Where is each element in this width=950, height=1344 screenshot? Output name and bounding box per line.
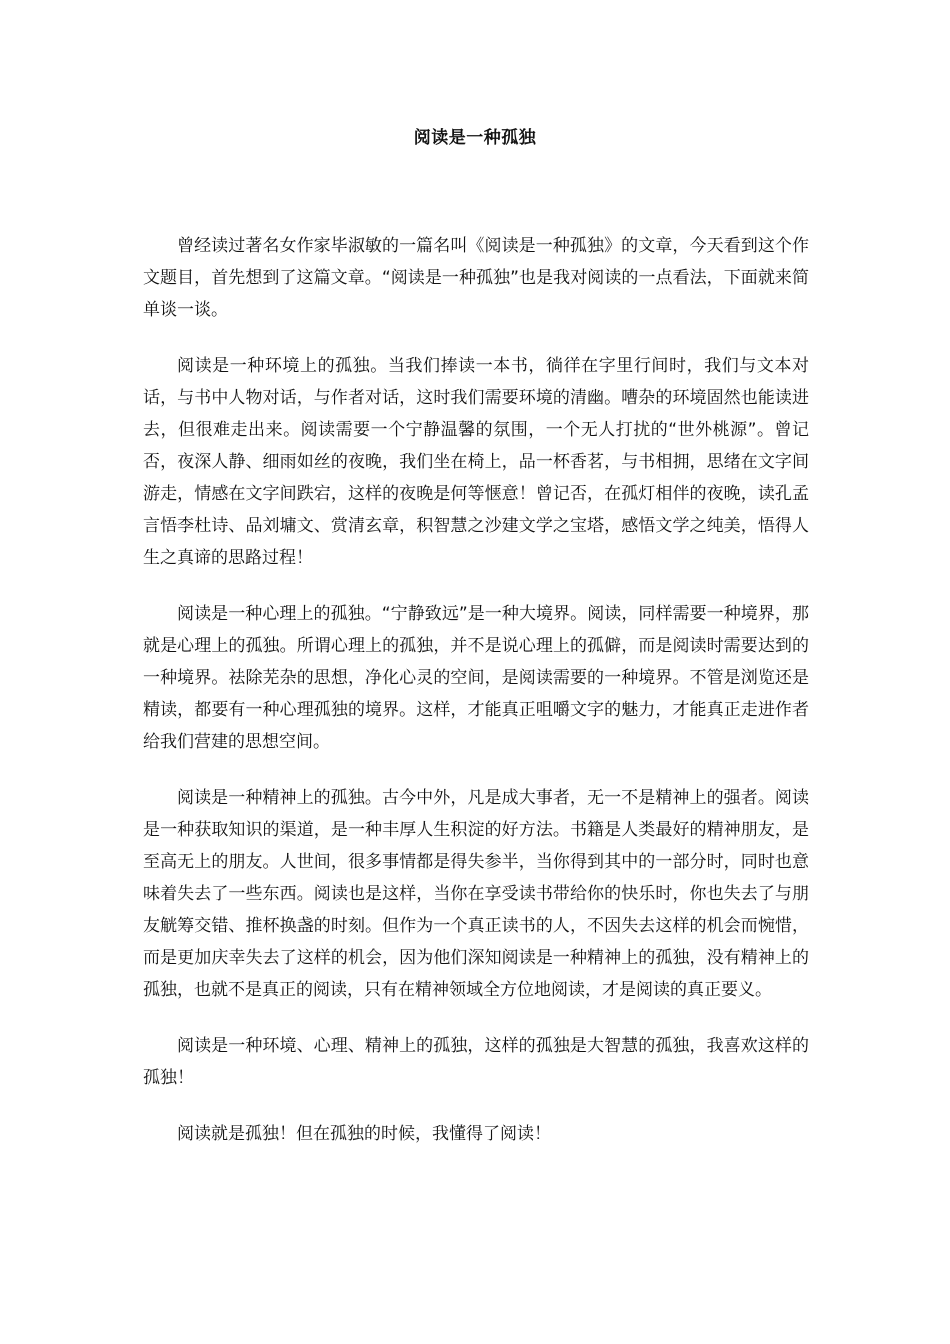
paragraph-summary: 阅读是一种环境、心理、精神上的孤独，这样的孤独是大智慧的孤独，我喜欢这样的孤独！ xyxy=(143,1036,809,1088)
paragraph-intro: 曾经读过著名女作家毕淑敏的一篇名叫《阅读是一种孤独》的文章，今天看到这个作文题目，首先想到了这篇文章。“阅读是一种孤独”也是我对阅读的一点看法，下面就来简单谈一谈。 xyxy=(143,236,809,320)
paragraph-environment: 阅读是一种环境上的孤独。当我们捧读一本书，徜徉在字里行间时，我们与文本对话，与书中人物对话，与作者对话，这时我们需要环境的清幽。嘈杂的环境固然也能读进去，但很难走出来。阅读需要一个宁静温馨的氛围，一个无人打扰的“世外桃源”。曾记否，夜深人静、细雨如丝的夜晚，我们坐在椅上，品一杯香茗，与书相拥，思绪在文字间游走，情感在文字间跌宕，这样的夜晚是何等惬意！曾记否，在孤灯相伴的夜晚，读孔孟言悟李杜诗、品刘墉文、赏清玄章，积智慧之沙建文学之宝塔，感悟文学之纯美，悟得人生之真谛的思路过程！ xyxy=(143,356,809,568)
document-body xyxy=(143,230,809,1174)
paragraph-spirit: 阅读是一种精神上的孤独。古今中外，凡是成大事者，无一不是精神上的强者。阅读是一种获取知识的渠道，是一种丰厚人生积淀的好方法。书籍是人类最好的精神朋友，是至高无上的朋友。人世间，很多事情都是得失参半，当你得到其中的一部分时，同时也意味着失去了一些东西。阅读也是这样，当你在享受读书带给你的快乐时，你也失去了与朋友觥筹交错、推杯换盏的时刻。但作为一个真正读书的人，不因失去这样的机会而惋惜，而是更加庆幸失去了这样的机会，因为他们深知阅读是一种精神上的孤独，没有精神上的孤独，也就不是真正的阅读，只有在精神领域全方位地阅读，才是阅读的真正要义。 xyxy=(143,788,809,1000)
paragraph-psychology: 阅读是一种心理上的孤独。“宁静致远”是一种大境界。阅读，同样需要一种境界，那就是心理上的孤独。所谓心理上的孤独，并不是说心理上的孤僻，而是阅读时需要达到的一种境界。祛除芜杂的思想，净化心灵的空间，是阅读需要的一种境界。不管是浏览还是精读，都要有一种心理孤独的境界。这样，才能真正咀嚼文字的魅力，才能真正走进作者给我们营建的思想空间。 xyxy=(143,604,809,752)
document-title: 阅读是一种孤独 xyxy=(413,128,537,148)
paragraph-conclusion: 阅读就是孤独！但在孤独的时候，我懂得了阅读！ xyxy=(177,1124,551,1144)
